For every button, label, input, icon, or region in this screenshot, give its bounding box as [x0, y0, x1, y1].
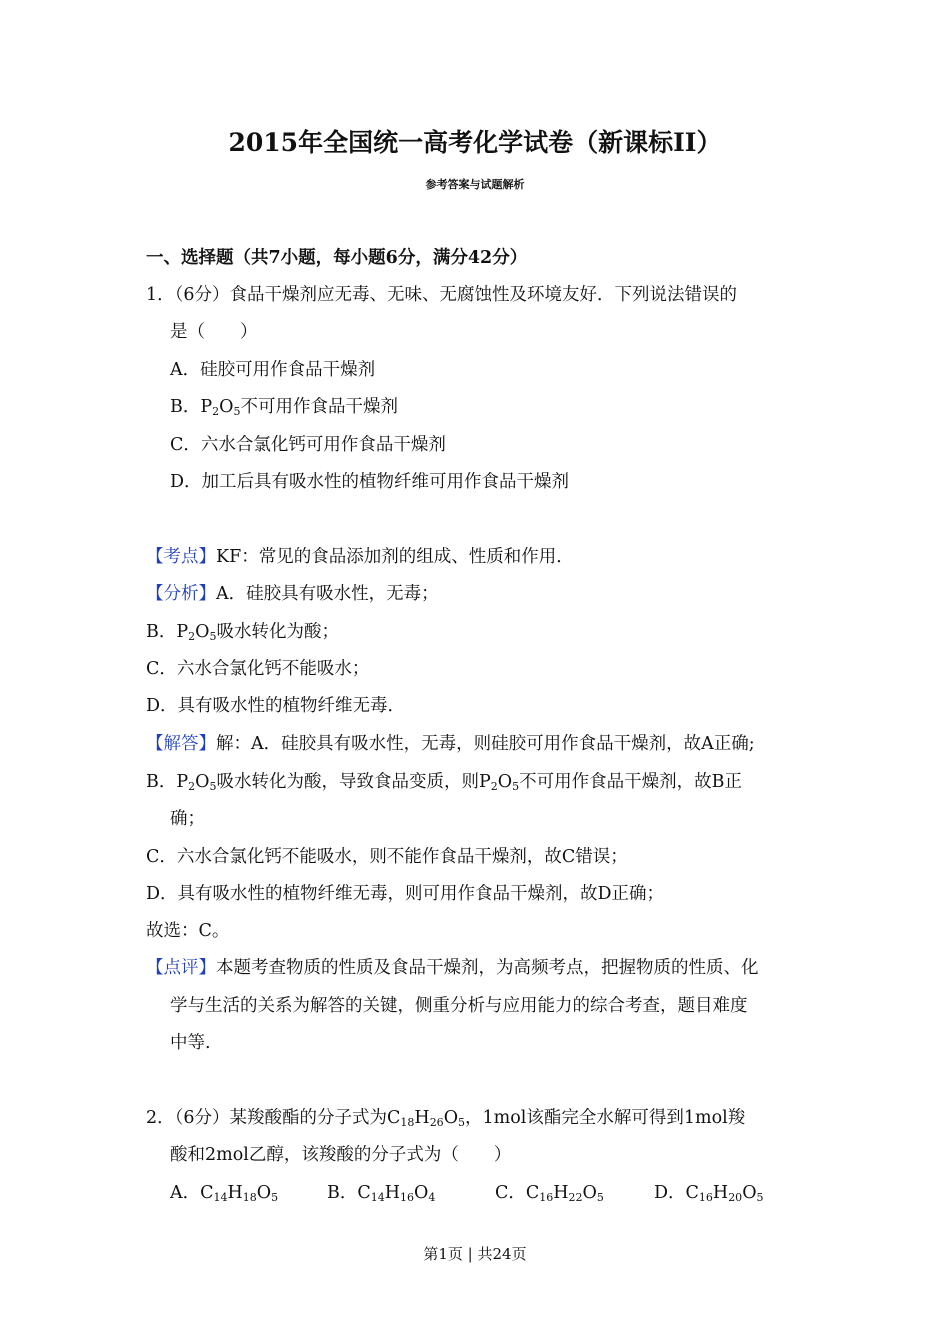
page-footer: 第1页 | 共24页 — [423, 1245, 527, 1263]
q2-option-a: A．$C_{14}H_{18}O_5$ — [170, 1183, 279, 1204]
jieda-line-c: C．六水合氯化钙不能吸水，则不能作食品干燥剂，故C错误； — [146, 847, 628, 867]
q2-stem-line1: 2．（6分）某羧酸酯的分子式为$C_{18}H_{26}O_5$，1mol该酯完全水解可得到1mol羧 — [146, 1108, 746, 1129]
q2-option-d: D．$C_{16}H_{20}O_5$ — [654, 1183, 764, 1204]
jieda-line-b-cont: 确； — [170, 809, 205, 829]
dianping-line2: 学与生活的关系为解答的关键，侧重分析与应用能力的综合考查，题目难度 — [170, 996, 748, 1016]
jieda-tag: 【解答】 — [146, 734, 216, 754]
jieda-line-a: 【解答】解：A．硅胶具有吸水性，无毒，则硅胶可用作食品干燥剂，故A正确; — [146, 734, 755, 754]
section-heading: 一、选择题（共7小题，每小题6分，满分42分） — [146, 248, 528, 268]
q2-stem-line2: 酸和2mol乙醇，该羧酸的分子式为（ ） — [170, 1145, 512, 1165]
dianping-line3: 中等. — [170, 1033, 211, 1053]
fenxi-line-d: D．具有吸水性的植物纤维无毒． — [146, 696, 406, 716]
fenxi-line-a: 【分析】A．硅胶具有吸水性，无毒； — [146, 584, 439, 604]
kaodian-line: 【考点】KF：常见的食品添加剂的组成、性质和作用． — [146, 547, 574, 567]
q1-stem-line1: 1．（6分）食品干燥剂应无毒、无味、无腐蚀性及环境友好．下列说法错误的 — [146, 285, 738, 305]
dianping-tag: 【点评】 — [146, 958, 216, 978]
q1-stem-line2: 是（ ） — [170, 322, 258, 342]
fenxi-tag: 【分析】 — [146, 584, 216, 604]
q1-option-a: A．硅胶可用作食品干燥剂 — [170, 360, 376, 380]
q1-option-c: C．六水合氯化钙可用作食品干燥剂 — [170, 435, 446, 455]
jieda-choice: 故选：C。 — [146, 921, 230, 941]
fenxi-line-c: C．六水合氯化钙不能吸水； — [146, 659, 370, 679]
q2-option-b: B．$C_{14}H_{16}O_4$ — [327, 1183, 436, 1204]
q2-option-c: C．$C_{16}H_{22}O_5$ — [495, 1183, 604, 1204]
kaodian-tag: 【考点】 — [146, 547, 216, 567]
fenxi-line-b: B．$P_2O_5$吸水转化为酸； — [146, 622, 339, 643]
document-subtitle: 参考答案与试题解析 — [425, 178, 525, 191]
jieda-line-b: B．$P_2O_5$吸水转化为酸，导致食品变质，则$P_2O_5$不可用作食品干燥剂，故B正 — [146, 772, 742, 793]
q1-option-d: D．加工后具有吸水性的植物纤维可用作食品干燥剂 — [170, 472, 570, 492]
document-title: 2015年全国统一高考化学试卷（新课标II） — [228, 128, 722, 157]
q1-option-b: B．$P_2O_5$不可用作食品干燥剂 — [170, 397, 398, 418]
dianping-line1: 【点评】本题考查物质的性质及食品干燥剂，为高频考点，把握物质的性质、化 — [146, 958, 759, 978]
jieda-line-d: D．具有吸水性的植物纤维无毒，则可用作食品干燥剂，故D正确； — [146, 884, 665, 904]
